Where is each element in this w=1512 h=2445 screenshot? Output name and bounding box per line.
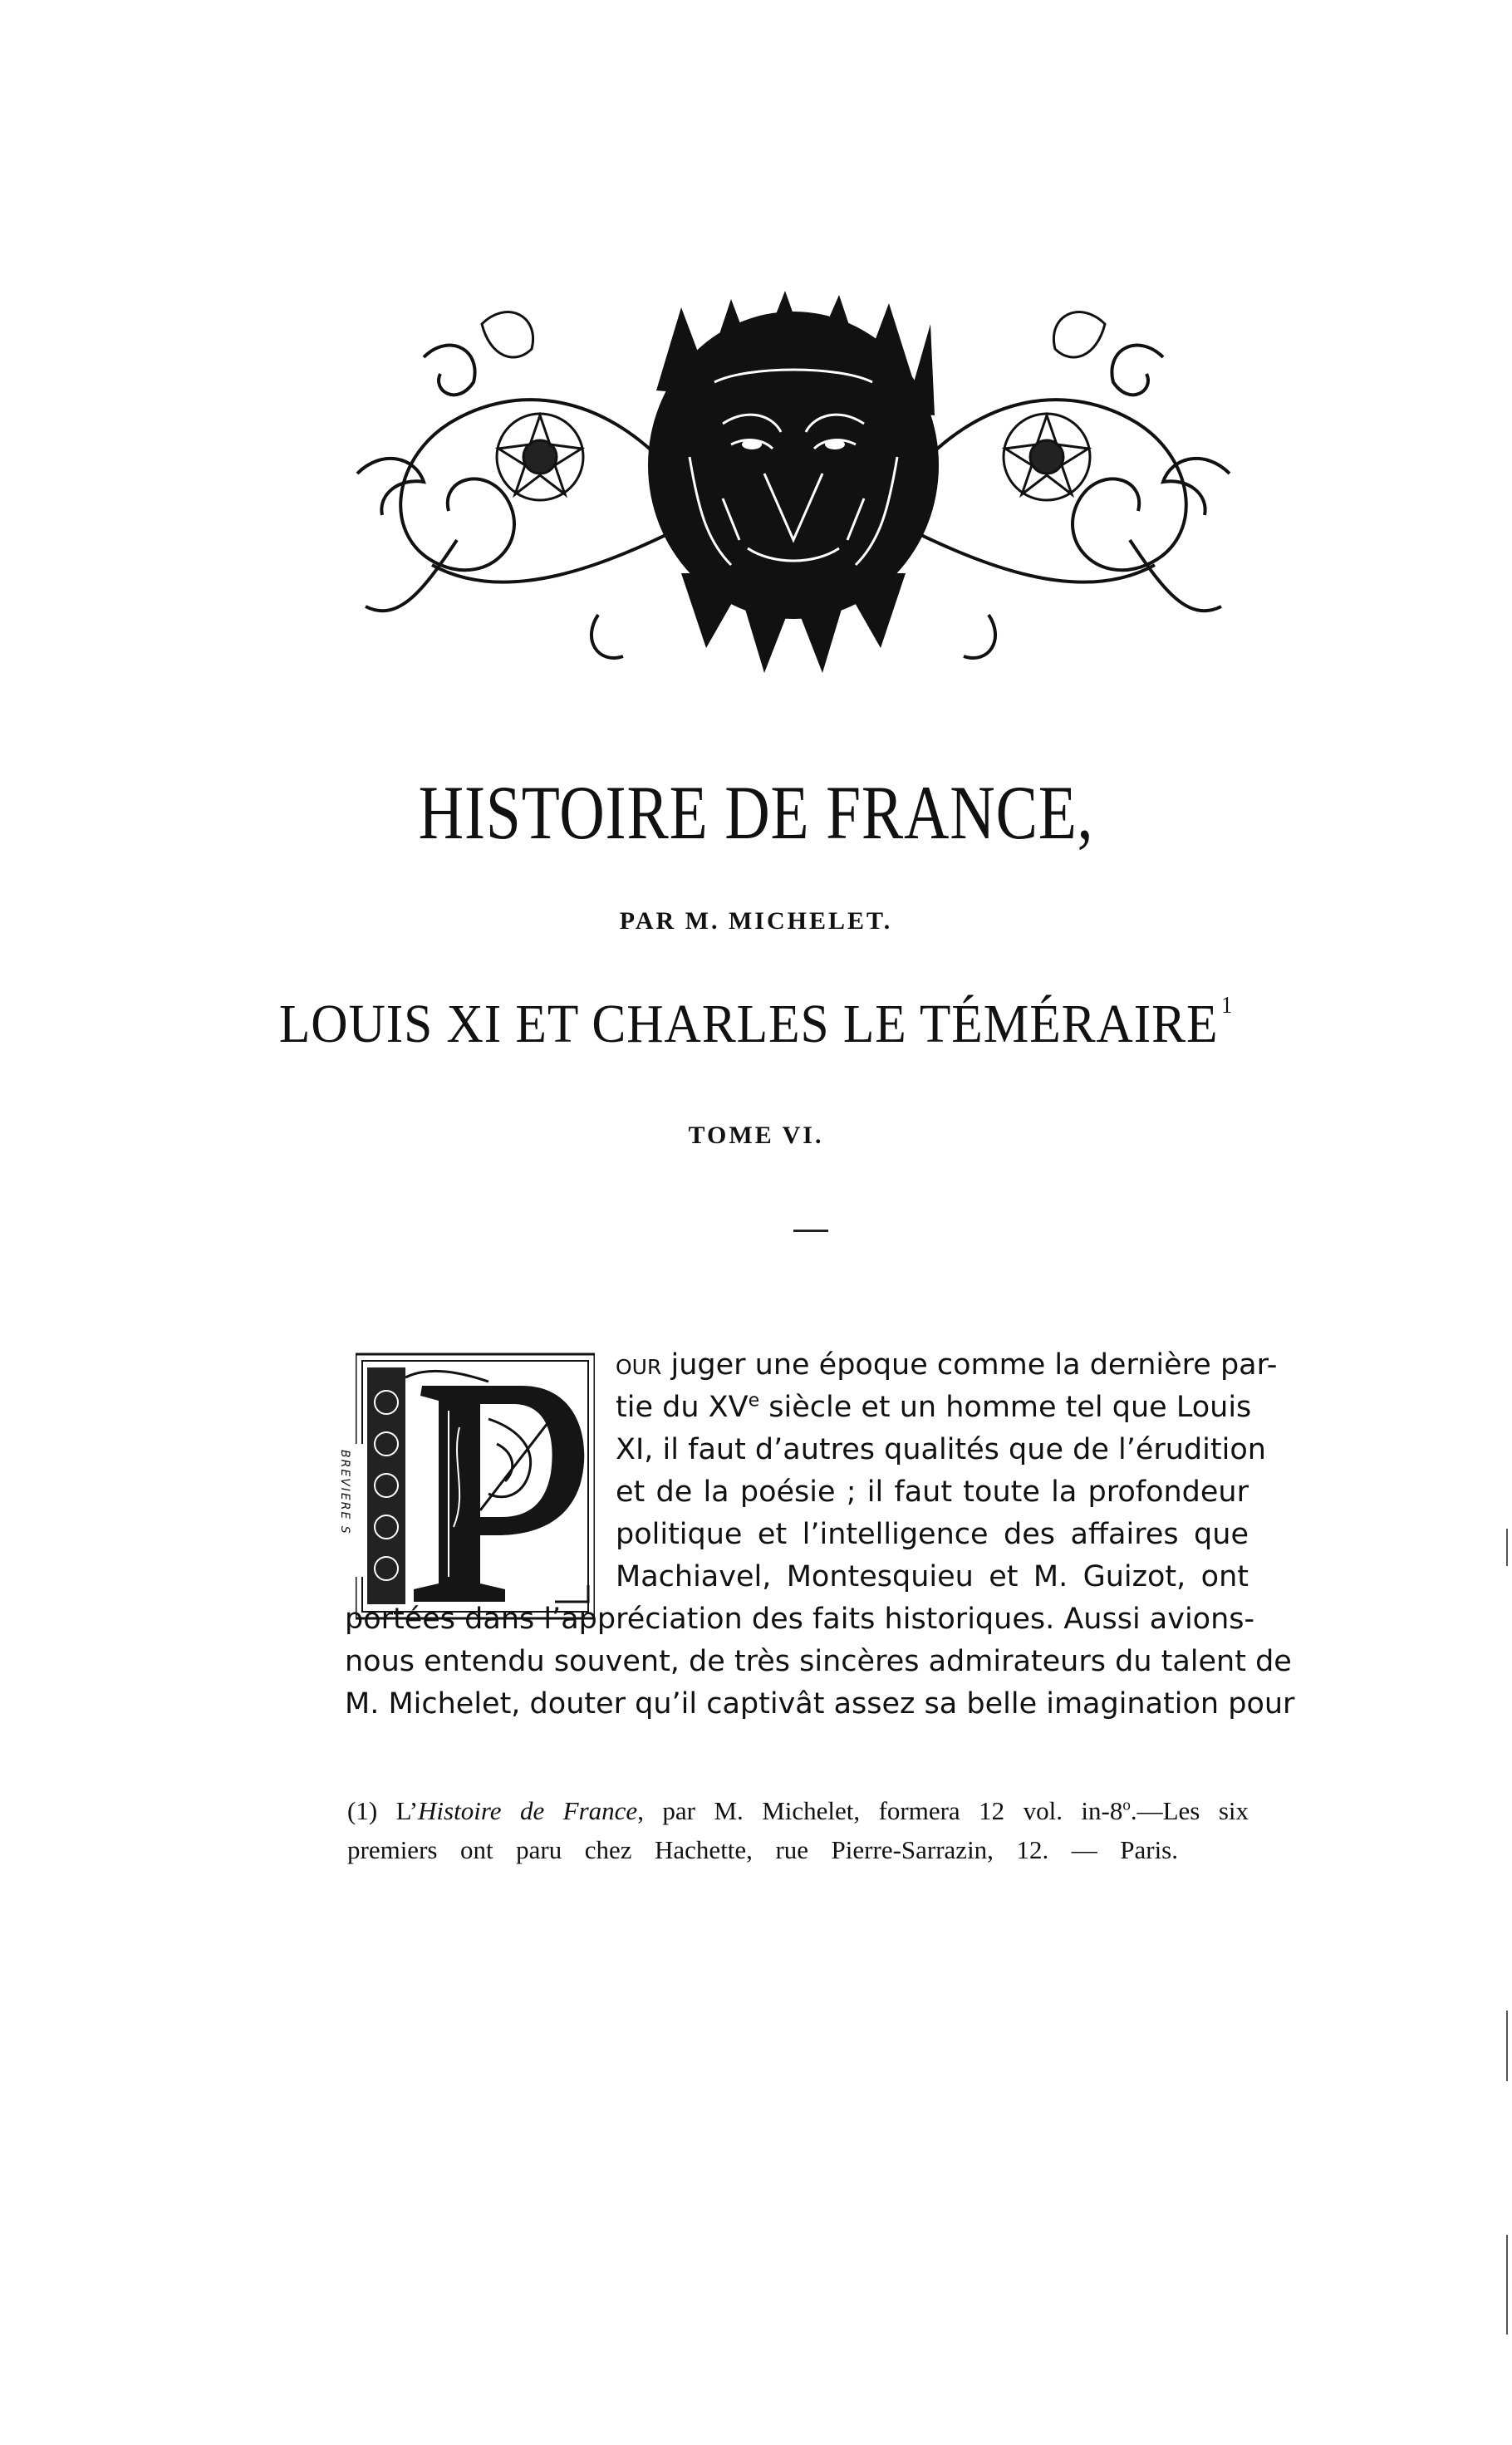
scan-edge-mark: [1506, 1529, 1508, 1566]
body-line-text: tie du XV: [616, 1391, 749, 1424]
section-divider: [793, 1230, 828, 1232]
body-line-text: siècle et un homme tel que Louis: [759, 1391, 1252, 1424]
dropcap-continuation: our: [616, 1348, 662, 1382]
subtitle-text: LOUIS XI ET CHARLES LE TÉMÉRAIRE: [278, 994, 1219, 1054]
footnote-marker: (1) L’: [347, 1796, 419, 1825]
footnote-line: [347, 1793, 1249, 1829]
footnote-degree: o: [1122, 1796, 1131, 1814]
scan-edge-mark: [1506, 2235, 1508, 2335]
body-line: [616, 1387, 1252, 1428]
subtitle-footnote-mark: 1: [1221, 993, 1234, 1019]
body-line: politique et l’intelligence des affaires que: [616, 1518, 1249, 1551]
dropcap-p-icon: [356, 1353, 595, 1620]
footnote-text: , par M. Michelet, formera 12 vol. in-8: [637, 1796, 1123, 1825]
engraver-signature: BREVIERE S: [338, 1450, 351, 1535]
scan-edge-mark: [1506, 2010, 1508, 2081]
body-line: XI, il faut d’autres qualités que de l’érudition: [616, 1433, 1266, 1466]
lion-head-vignette-icon: [332, 291, 1254, 690]
body-line: M. Michelet, douter qu’il captivât assez sa belle imagination pour: [345, 1687, 1295, 1721]
century-superscript: e: [748, 1390, 760, 1412]
body-line: et de la poésie ; il faut toute la profondeur: [616, 1475, 1249, 1509]
footnote-text: .—Les six: [1130, 1796, 1249, 1825]
page-title: HISTOIRE DE FRANCE,: [418, 770, 1094, 855]
volume-subtitle: [53, 993, 1460, 1056]
body-line: [616, 1344, 1278, 1386]
tome-number: TOME VI.: [688, 1122, 824, 1149]
footnote-line: premiers ont paru chez Hachette, rue Pierre-Sarrazin, 12. — Paris.: [347, 1835, 1178, 1864]
body-line: portées dans l’appréciation des faits historiques. Aussi avions-: [345, 1603, 1255, 1636]
footnote-book-title: Histoire de France: [418, 1796, 638, 1825]
body-line-text: juger une époque comme la dernière par-: [661, 1348, 1278, 1382]
body-line: Machiavel, Montesquieu et M. Guizot, ont: [616, 1560, 1249, 1593]
body-line: nous entendu souvent, de très sincères admirateurs du talent de: [345, 1645, 1292, 1678]
author-byline: PAR M. MICHELET.: [619, 907, 893, 935]
